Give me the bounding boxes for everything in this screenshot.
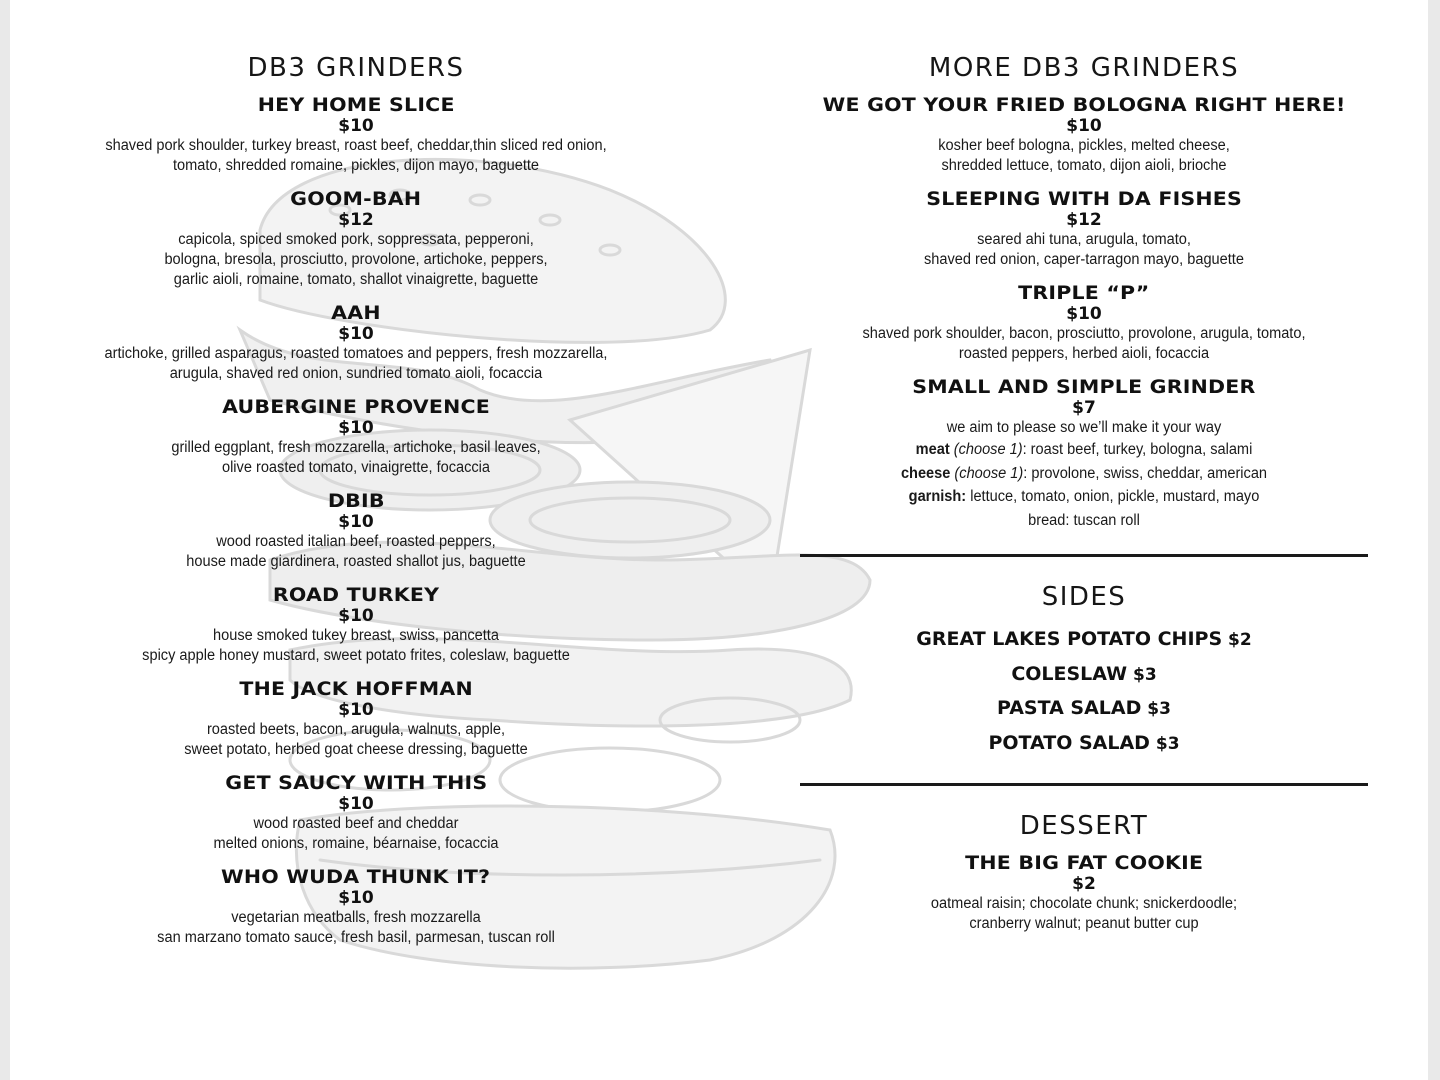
item-name: TRIPLE “P”	[1018, 282, 1150, 304]
item-description: cranberry walnut; peanut butter cup	[969, 915, 1199, 932]
item-description: seared ahi tuna, arugula, tomato,	[977, 231, 1191, 248]
item-price: $10	[338, 324, 374, 344]
item-description: capicola, spiced smoked pork, soppressata, pepperoni,	[178, 231, 534, 248]
garnish-label: garnish:	[908, 488, 967, 505]
left-column	[66, 48, 646, 960]
side-name: POTATO SALAD	[988, 731, 1150, 754]
item-description: grilled eggplant, fresh mozzarella, artichoke, basil leaves,	[171, 439, 541, 456]
section-title-grinders: DB3 GRINDERS	[247, 53, 465, 83]
item-price: $10	[1066, 116, 1102, 136]
item-description: garlic aioli, romaine, tomato, shallot vinaigrette, baguette	[173, 271, 539, 288]
menu-item	[800, 282, 1368, 364]
item-name: THE JACK HOFFMAN	[239, 678, 473, 700]
item-name: THE BIG FAT COOKIE	[964, 852, 1204, 874]
side-name: GREAT LAKES POTATO CHIPS	[916, 628, 1223, 650]
side-price: $3	[1127, 664, 1157, 685]
garnish-option-line	[817, 485, 1351, 509]
side-item	[800, 727, 1368, 762]
item-description: san marzano tomato sauce, fresh basil, parmesan, tuscan roll	[157, 929, 555, 946]
meat-option-line	[817, 438, 1351, 462]
item-description: roasted peppers, herbed aioli, focaccia	[958, 345, 1210, 362]
menu-item	[800, 188, 1368, 270]
cheese-option-line	[817, 462, 1351, 486]
item-name: WHO WUDA THUNK IT?	[221, 866, 491, 888]
item-name: WE GOT YOUR FRIED BOLOGNA RIGHT HERE!	[822, 94, 1346, 116]
item-price: $10	[338, 418, 374, 438]
item-description: oatmeal raisin; chocolate chunk; snickerdoodle;	[930, 895, 1238, 912]
side-price: $3	[1149, 733, 1180, 754]
item-price: $10	[338, 606, 374, 626]
item-price: $12	[1066, 210, 1102, 230]
item-description: tomato, shredded romaine, pickles, dijon mayo, baguette	[172, 157, 540, 174]
menu-item	[66, 396, 646, 478]
side-name: COLESLAW	[1011, 662, 1128, 685]
side-item	[800, 692, 1368, 727]
menu-item-simple-grinder	[800, 376, 1368, 532]
item-price: $10	[338, 512, 374, 532]
item-name: SLEEPING WITH DA FISHES	[926, 188, 1242, 210]
bread-option-line: bread: tuscan roll	[1028, 511, 1140, 529]
item-price: $10	[338, 794, 374, 814]
item-name: HEY HOME SLICE	[257, 94, 455, 116]
side-name: PASTA SALAD	[997, 697, 1142, 719]
item-description: house made giardinera, roasted shallot jus, baguette	[186, 553, 526, 570]
cheese-choose: (choose 1)	[954, 464, 1024, 482]
right-column	[800, 48, 1368, 946]
item-description: spicy apple honey mustard, sweet potato frites, coleslaw, baguette	[142, 647, 570, 664]
item-description: artichoke, grilled asparagus, roasted tomatoes and peppers, fresh mozzarella,	[104, 345, 608, 362]
item-description: wood roasted italian beef, roasted peppers,	[216, 533, 496, 550]
menu-item	[800, 94, 1368, 176]
menu-item	[66, 866, 646, 948]
side-item	[800, 623, 1368, 658]
meat-choose: (choose 1)	[953, 441, 1023, 458]
item-description: vegetarian meatballs, fresh mozzarella	[231, 909, 481, 926]
item-price: $10	[1066, 304, 1102, 324]
item-description: melted onions, romaine, béarnaise, focaccia	[213, 835, 499, 852]
menu-item	[66, 772, 646, 854]
side-price: $2	[1222, 630, 1252, 650]
item-description: shaved pork shoulder, turkey breast, roast beef, cheddar,thin sliced red onion,	[105, 137, 607, 154]
item-name: AAH	[331, 302, 381, 324]
section-title-dessert: DESSERT	[1019, 811, 1149, 841]
item-price: $10	[338, 700, 374, 720]
item-description: we aim to please so we’ll make it your way	[946, 419, 1222, 436]
item-description: bologna, bresola, prosciutto, provolone, artichoke, peppers,	[164, 251, 548, 268]
item-description: olive roasted tomato, vinaigrette, focaccia	[221, 459, 491, 476]
menu-item	[66, 490, 646, 572]
item-description: arugula, shaved red onion, sundried tomato aioli, focaccia	[169, 365, 543, 382]
item-description: house smoked tukey breast, swiss, pancetta	[213, 627, 499, 644]
cheese-options: : provolone, swiss, cheddar, american	[1023, 464, 1268, 482]
section-title-sides: SIDES	[1041, 582, 1127, 612]
item-name: GET SAUCY WITH THIS	[224, 772, 488, 794]
menu-item	[66, 188, 646, 290]
menu-item	[66, 678, 646, 760]
item-name: ROAD TURKEY	[272, 584, 440, 606]
item-description: shredded lettuce, tomato, dijon aioli, brioche	[941, 157, 1227, 174]
divider	[800, 554, 1368, 557]
item-price: $10	[338, 888, 374, 908]
item-description: roasted beets, bacon, arugula, walnuts, apple,	[206, 721, 506, 738]
item-price: $10	[338, 116, 374, 136]
item-name: GOOM-BAH	[290, 188, 422, 210]
cheese-label: cheese	[900, 464, 951, 482]
side-item	[800, 658, 1368, 693]
item-price: $7	[1072, 398, 1096, 418]
meat-label: meat	[915, 441, 950, 458]
item-name: SMALL AND SIMPLE GRINDER	[912, 376, 1256, 398]
menu-item	[66, 94, 646, 176]
item-description: wood roasted beef and cheddar	[253, 815, 459, 832]
item-name: AUBERGINE PROVENCE	[222, 396, 490, 418]
divider	[800, 783, 1368, 786]
item-description: sweet potato, herbed goat cheese dressing, baguette	[184, 741, 528, 758]
meat-options: : roast beef, turkey, bologna, salami	[1022, 441, 1253, 458]
menu-item-dessert	[800, 852, 1368, 934]
item-price: $12	[338, 210, 374, 230]
menu-page	[10, 0, 1428, 1080]
item-description: kosher beef bologna, pickles, melted cheese,	[938, 137, 1230, 154]
item-price: $2	[1072, 874, 1096, 894]
garnish-options: lettuce, tomato, onion, pickle, mustard, mayo	[966, 488, 1260, 505]
item-description: shaved red onion, caper-tarragon mayo, baguette	[924, 251, 1244, 268]
menu-item	[66, 584, 646, 666]
side-price: $3	[1141, 699, 1171, 719]
section-title-more-grinders: MORE DB3 GRINDERS	[928, 53, 1240, 83]
item-description: shaved pork shoulder, bacon, prosciutto, provolone, arugula, tomato,	[862, 325, 1306, 342]
menu-item	[66, 302, 646, 384]
item-name: DBIB	[327, 490, 385, 512]
